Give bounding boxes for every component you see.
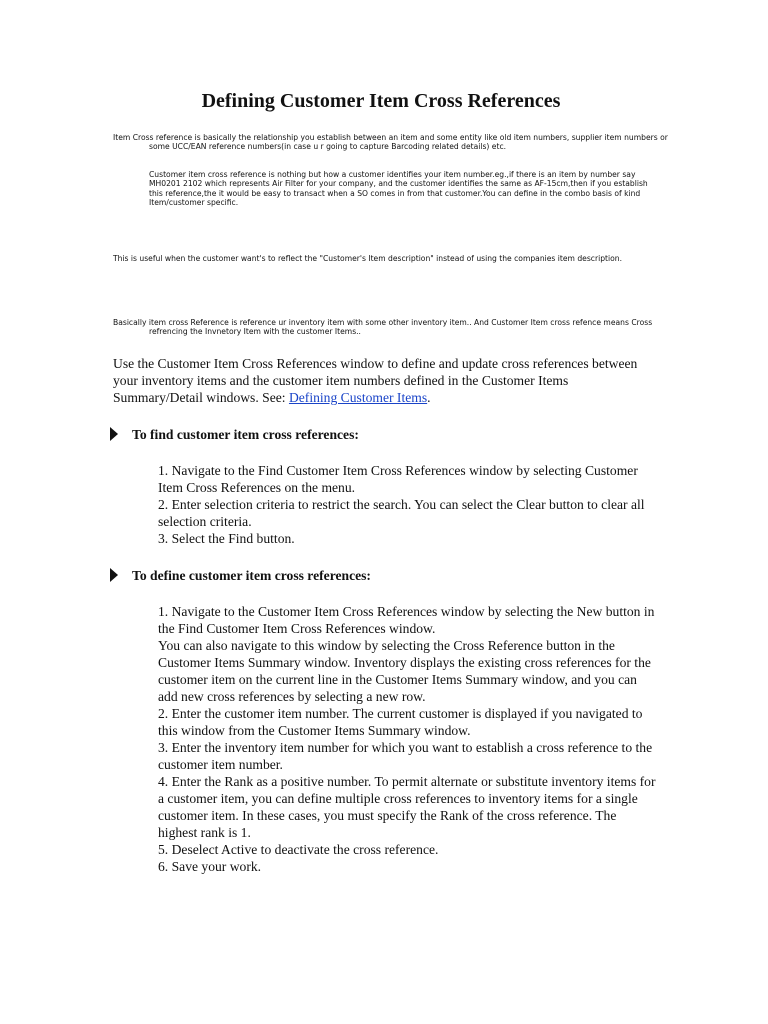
intro-end: . xyxy=(427,390,431,405)
intro-text: Use the Customer Item Cross References window to define and update cross references between your inventory items and the customer item numbers defined in the Customer Items Summary/Detail windows. See: xyxy=(113,356,638,405)
define-step: 2. Enter the customer item number. The current customer is displayed if you navigated to this window from the Customer Items Summary window. xyxy=(158,706,643,738)
note-usefulness: This is useful when the customer want's to reflect the "Customer's Item description" instead of using the companies item description. xyxy=(113,254,622,263)
define-steps-list xyxy=(158,603,658,875)
find-steps-list xyxy=(158,462,658,547)
define-step: You can also navigate to this window by selecting the Cross Reference button in the Customer Items Summary window. Inventory displays the existing cross references for the customer item on the current line in the Customer Items Summary window, and you can add new cross references by selecting a new row. xyxy=(158,638,651,704)
find-heading-text: To find customer item cross references: xyxy=(132,427,359,442)
define-step: 4. Enter the Rank as a positive number. To permit alternate or substitute inventory items for a customer item, you can define multiple cross references to inventory items for a single customer item. In these cases, you must specify the Rank of the cross reference. The highest rank is 1. xyxy=(158,774,656,840)
triangle-bullet-icon xyxy=(110,568,118,582)
define-step: 3. Enter the inventory item number for which you want to establish a cross reference to the customer item number. xyxy=(158,740,653,772)
find-step: 1. Navigate to the Find Customer Item Cross References window by selecting Customer Item Cross References on the menu. xyxy=(158,463,638,495)
define-section-heading xyxy=(110,567,371,584)
find-step: 3. Select the Find button. xyxy=(158,531,295,546)
defining-customer-items-link[interactable]: Defining Customer Items xyxy=(288,390,428,405)
note-item-cross-reference: Item Cross reference is basically the relationship you establish between an item and some entity like old item numbers, supplier item numbers or some UCC/EAN reference numbers(in case u r going to capture Barcoding related details) etc. xyxy=(113,133,668,152)
define-step: 6. Save your work. xyxy=(158,859,262,874)
note-basic-definition: Basically item cross Reference is reference ur inventory item with some other inventory item.. And Customer Item cross refence means Cross refrencing the Invnetory Item with the customer Items.. xyxy=(113,318,653,337)
page-title: Defining Customer Item Cross References xyxy=(201,90,561,112)
note-customer-item-cross-reference: Customer item cross reference is nothing but how a customer identifies your item number.eg.,if there is an item by number say MH0201 2102 which represents Air Filter for your company, and the customer identifies the same as AF-15cm,then if you establish this reference,the it would be easy to transact when a SO comes in from that customer.You can define in the combo basis of kind Item/customer specific. xyxy=(149,170,648,208)
define-step: 1. Navigate to the Customer Item Cross References window by selecting the New button in the Find Customer Item Cross References window. xyxy=(158,604,655,636)
triangle-bullet-icon xyxy=(110,427,118,441)
define-heading-text: To define customer item cross references: xyxy=(132,568,371,583)
intro-paragraph xyxy=(113,355,658,406)
find-section-heading xyxy=(110,426,359,443)
find-step: 2. Enter selection criteria to restrict the search. You can select the Clear button to clear all selection criteria. xyxy=(158,497,645,529)
define-step: 5. Deselect Active to deactivate the cross reference. xyxy=(158,842,439,857)
